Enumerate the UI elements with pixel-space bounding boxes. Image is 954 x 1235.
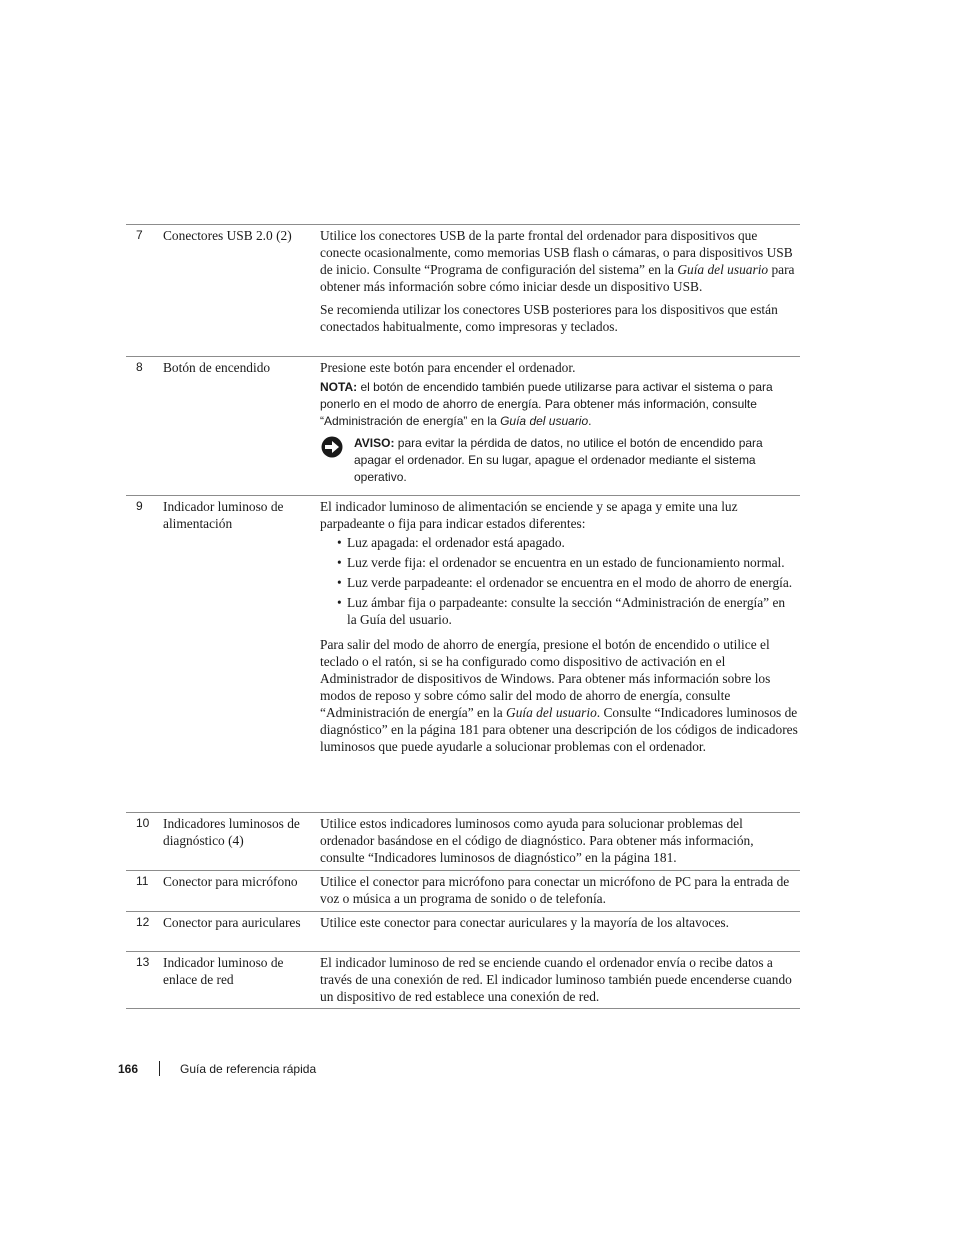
row-description: El indicador luminoso de red se enciende cuando el ordenador envía o recibe datos a través de una conexión de red. El indicador luminoso también puede encenderse cuando un dispositivo de red establece una conexión de red. xyxy=(320,955,792,1004)
text: . xyxy=(588,414,592,428)
row-number: 12 xyxy=(136,915,150,929)
description-paragraph xyxy=(320,227,798,295)
row-description xyxy=(320,496,800,813)
list-item: • Luz verde fija: el ordenador se encuentra en un estado de funcionamiento normal. xyxy=(347,554,798,571)
table-row xyxy=(126,952,800,1009)
text: Para salir del modo de ahorro de energía, presione el botón de encendido o utilice el teclado o el ratón, si se ha configurado como dispositivo de activación en el Administrador de dispositivos de Windows. Para obtener más información sobre los modos de reposo y sobre cómo salir del modo de ahorro de energía, consulte “Administración de energía” en la xyxy=(320,637,771,720)
row-description: Utilice el conector para micrófono para conectar un micrófono de PC para la entrada de voz o música a un programa de sonido o de telefonía. xyxy=(320,874,790,906)
page-footer xyxy=(118,1061,316,1076)
table-row xyxy=(126,871,800,912)
notice-label: AVISO: xyxy=(354,436,395,450)
list-item: • Luz apagada: el ordenador está apagado. xyxy=(347,534,798,551)
text: para evitar la pérdida de datos, no utilice el botón de encendido para apagar el ordenador. En su lugar, apague el ordenador mediante el sistema operativo. xyxy=(354,436,763,484)
italic-reference: Guía del usuario xyxy=(506,705,597,720)
note-block xyxy=(320,379,798,430)
table-row xyxy=(126,357,800,496)
list-item: • Luz verde parpadeante: el ordenador se encuentra en el modo de ahorro de energía. xyxy=(347,574,798,591)
row-number: 13 xyxy=(136,955,150,969)
row-title: Indicadores luminosos de diagnóstico (4) xyxy=(163,816,300,848)
row-title: Conectores USB 2.0 (2) xyxy=(163,228,292,243)
footer-divider xyxy=(159,1061,160,1076)
italic-reference: Guía del usuario xyxy=(677,262,769,277)
notice-icon xyxy=(321,436,343,458)
row-title: Conector para auriculares xyxy=(163,915,301,930)
table-row xyxy=(126,496,800,813)
page-number: 166 xyxy=(118,1061,139,1076)
notice-block xyxy=(320,435,798,486)
table-row xyxy=(126,813,800,871)
row-title: Botón de encendido xyxy=(163,360,271,375)
text: Utilice los conectores USB de la parte frontal del ordenador para dispositivos que conecte ocasionalmente, como memorias USB flash o cámaras, o para dispositivos USB de inicio. Consulte “Programa de configuración del sistema” en la xyxy=(320,228,793,277)
description-paragraph: El indicador luminoso de alimentación se enciende y se apaga y emite una luz parpadeante o fija para indicar estados diferentes: xyxy=(320,499,738,531)
italic-reference: Guía del usuario xyxy=(500,414,589,428)
table-row xyxy=(126,912,800,952)
row-number: 11 xyxy=(136,874,149,888)
row-title: Indicador luminoso de alimentación xyxy=(163,499,284,531)
description-paragraph: Se recomienda utilizar los conectores USB posteriores para los dispositivos que están conectados habitualmente, como impresoras y teclados. xyxy=(320,302,778,334)
row-number: 8 xyxy=(136,360,143,374)
row-number: 7 xyxy=(136,228,143,242)
row-description xyxy=(320,225,800,357)
text: . Consulte “Indicadores luminosos de diagnóstico” en la página 181 para obtener una descripción de los códigos de indicadores luminosos que puede ayudarle a solucionar problemas con el ordenador. xyxy=(320,705,798,754)
row-description: Utilice estos indicadores luminosos como ayuda para solucionar problemas del ordenador basándose en el código de diagnóstico. Para obtener más información, consulte “Indicadores luminosos de diagnóstico” en la página 181. xyxy=(320,816,754,865)
description-paragraph xyxy=(320,636,798,755)
note-label: NOTA: xyxy=(320,380,358,394)
row-number: 10 xyxy=(136,816,150,830)
status-list xyxy=(320,534,798,628)
table-row xyxy=(126,225,800,357)
row-title: Indicador luminoso de enlace de red xyxy=(163,955,284,987)
list-item: • Luz ámbar fija o parpadeante: consulte la sección “Administración de energía” en la Guía del usuario. xyxy=(347,594,798,628)
footer-title: Guía de referencia rápida xyxy=(180,1061,317,1076)
row-number: 9 xyxy=(136,499,143,513)
row-title: Conector para micrófono xyxy=(163,874,298,889)
text: para obtener más información sobre cómo iniciar desde un dispositivo USB. xyxy=(320,262,795,294)
text: el botón de encendido también puede utilizarse para activar el sistema o para ponerlo en el modo de ahorro de energía. Para obtener más información, consulte “Administración de energía” en la xyxy=(320,380,773,428)
row-description: Utilice este conector para conectar auriculares y la mayoría de los altavoces. xyxy=(320,915,729,930)
connectors-table xyxy=(126,224,800,1009)
row-description xyxy=(320,357,800,496)
description-paragraph: Presione este botón para encender el ordenador. xyxy=(320,360,576,375)
